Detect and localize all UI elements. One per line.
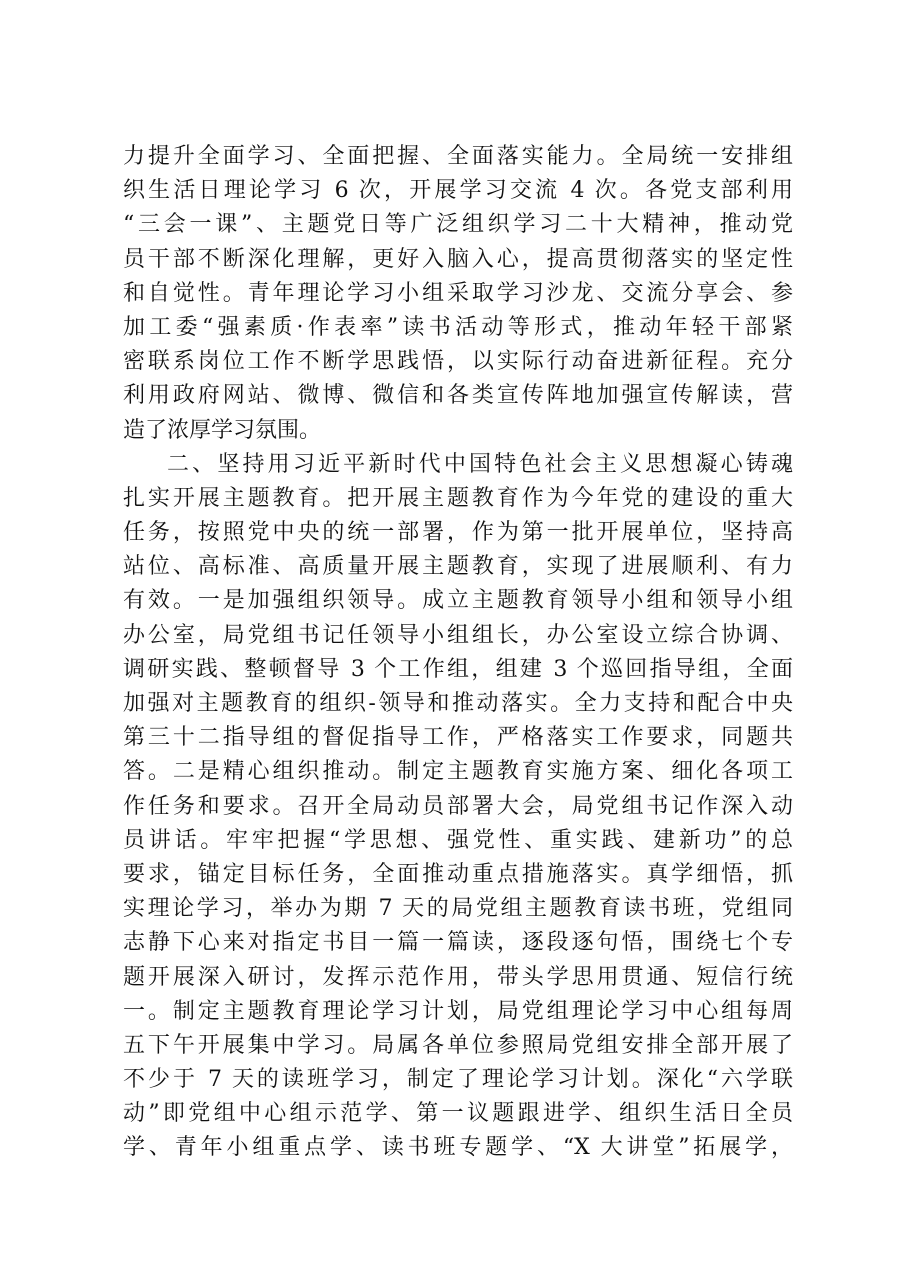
text-line: 调研实践、整顿督导 3 个工作组，组建 3 个巡回指导组，全面 xyxy=(123,656,793,682)
text-line: 二、坚持用习近平新时代中国特色社会主义思想凝心铸魂 xyxy=(167,451,793,477)
text-line: 织生活日理论学习 6 次，开展学习交流 4 次。各党支部利用 xyxy=(123,178,793,204)
text-line: 作任务和要求。召开全局动员部署大会，局党组书记作深入动 xyxy=(123,793,793,819)
text-line: 五下午开展集中学习。局属各单位参照局党组安排全部开展了 xyxy=(123,1032,793,1058)
text-line: 加强对主题教育的组织-领导和推动落实。全力支持和配合中央 xyxy=(123,691,793,716)
text-line: 第三十二指导组的督促指导工作，严格落实工作要求，同题共 xyxy=(123,725,793,751)
text-line: 实理论学习，举办为期 7 天的局党组主题教育读书班，党组同 xyxy=(123,896,793,922)
text-line: 志静下心来对指定书目一篇一篇读，逐段逐句悟，围绕七个专 xyxy=(123,930,793,956)
text-line: 利用政府网站、微博、微信和各类宣传阵地加强宣传解读，营 xyxy=(123,383,793,409)
text-line: 办公室，局党组书记任领导小组组长，办公室设立综合协调、 xyxy=(123,622,793,648)
text-line: 力提升全面学习、全面把握、全面落实能力。全局统一安排组 xyxy=(123,144,793,169)
paragraph-1 xyxy=(123,140,793,448)
document-body xyxy=(123,140,793,1166)
text-line: 有效。一是加强组织领导。成立主题教育领导小组和领导小组 xyxy=(123,588,793,614)
text-line: 一。制定主题教育理论学习计划，局党组理论学习中心组每周 xyxy=(123,998,793,1024)
text-line: 密联系岗位工作不断学思践悟，以实际行动奋进新征程。充分 xyxy=(123,349,793,375)
text-line: 加工委“强素质·作表率”读书活动等形式，推动年轻干部紧 xyxy=(123,314,793,340)
paragraph-2 xyxy=(123,448,793,1166)
text-line: 扎实开展主题教育。把开展主题教育作为今年党的建设的重大 xyxy=(123,485,793,511)
text-line: “三会一课”、主题党日等广泛组织学习二十大精神，推动党 xyxy=(123,212,793,238)
text-line: 动”即党组中心组示范学、第一议题跟进学、组织生活日全员 xyxy=(123,1101,793,1127)
text-line: 造了浓厚学习氛围。 xyxy=(123,417,322,443)
text-line: 学、青年小组重点学、读书班专题学、“X 大讲堂”拓展学， xyxy=(123,1135,793,1161)
text-line: 题开展深入研讨，发挥示范作用，带头学思用贯通、短信行统 xyxy=(123,964,793,990)
text-line: 和自觉性。青年理论学习小组采取学习沙龙、交流分享会、参 xyxy=(123,280,793,306)
text-line: 员干部不断深化理解，更好入脑入心，提高贯彻落实的坚定性 xyxy=(123,246,793,272)
text-line: 要求，锚定目标任务，全面推动重点措施落实。真学细悟，抓 xyxy=(123,861,793,887)
text-line: 任务，按照党中央的统一部署，作为第一批开展单位，坚持高 xyxy=(123,520,793,546)
text-line: 站位、高标准、高质量开展主题教育，实现了进展顺利、有力 xyxy=(123,554,793,580)
text-line: 答。二是精心组织推动。制定主题教育实施方案、细化各项工 xyxy=(123,759,793,785)
text-line: 员讲话。牢牢把握“学思想、强党性、重实践、建新功”的总 xyxy=(123,827,793,853)
text-line: 不少于 7 天的读班学习，制定了理论学习计划。深化“六学联 xyxy=(123,1067,793,1093)
